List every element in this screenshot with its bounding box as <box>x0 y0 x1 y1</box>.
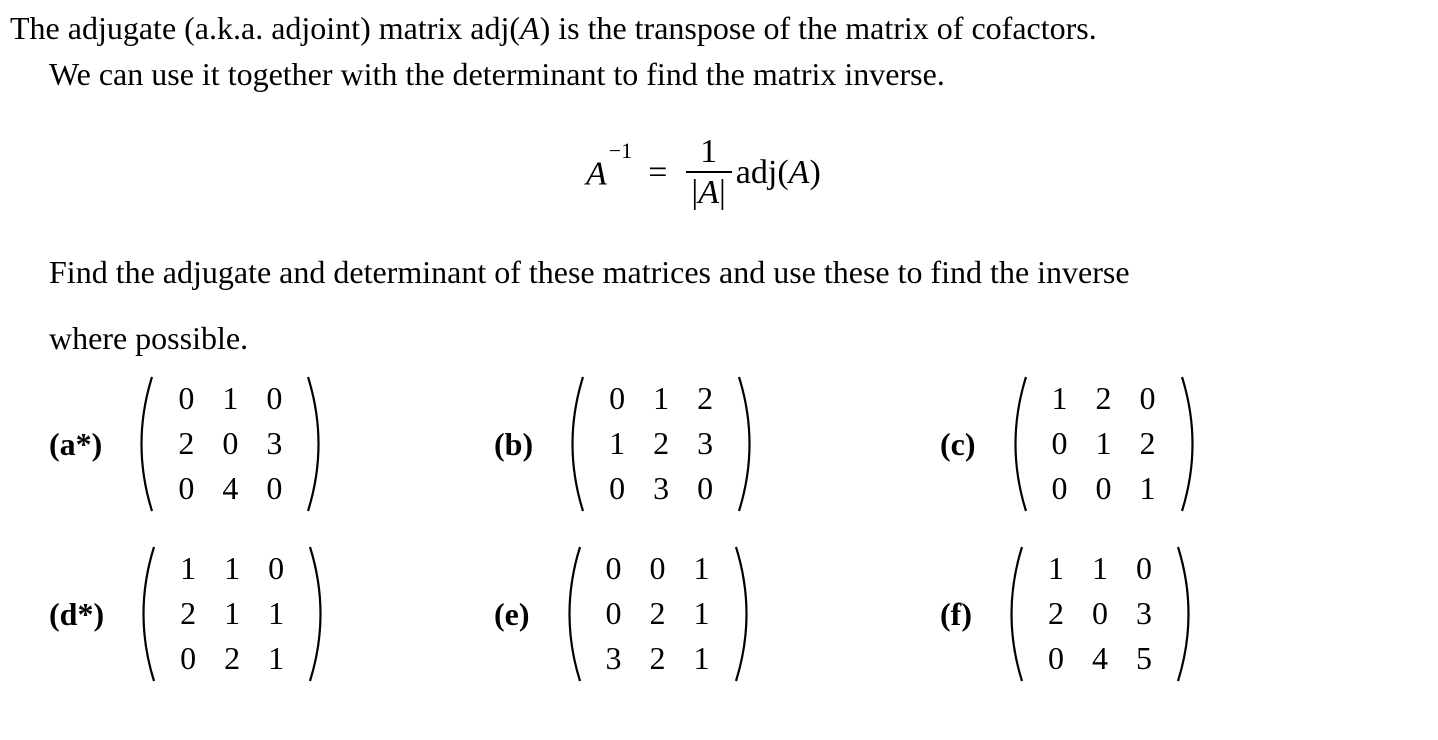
matrix-entry: 0 <box>605 595 622 631</box>
formula-lhs-exponent: −1 <box>608 138 633 164</box>
problem-label: (f) <box>940 595 972 632</box>
matrix-problem <box>940 544 1200 684</box>
matrix-entry: 3 <box>653 470 670 506</box>
formula-lhs <box>586 138 633 193</box>
formula-lhs-variable: A <box>586 155 607 193</box>
matrix-entry: 3 <box>605 640 622 676</box>
task-text-line-1: Find the adjugate and determinant of these matrices and use these to find the inverse <box>49 254 1130 290</box>
matrix-entry: 1 <box>224 595 241 631</box>
matrix-variable: A <box>520 10 540 46</box>
matrix-entry: 5 <box>1135 640 1152 676</box>
matrix-entry: 0 <box>609 470 626 506</box>
matrix-entry: 0 <box>1091 595 1108 631</box>
formula-rhs-variable: A <box>788 154 810 191</box>
matrix-entry: 4 <box>1091 640 1108 676</box>
matrix-problem <box>49 374 330 514</box>
matrix-problem <box>49 544 332 684</box>
matrix-entry: 0 <box>697 470 714 506</box>
matrix-entry: 2 <box>1139 425 1156 461</box>
matrix-entry: 1 <box>1047 550 1064 586</box>
matrix-problem <box>940 374 1204 514</box>
formula-equals-sign: = <box>648 154 668 191</box>
matrix-entry: 1 <box>609 425 626 461</box>
matrix-entry: 0 <box>178 470 195 506</box>
matrix-entry: 0 <box>1135 550 1152 586</box>
matrix-entry: 0 <box>180 640 197 676</box>
matrix-entry: 1 <box>1139 470 1156 506</box>
matrix-entry: 2 <box>1047 595 1064 631</box>
matrix-entry: 1 <box>693 640 710 676</box>
left-parenthesis <box>1004 374 1028 514</box>
matrix-entry: 0 <box>1139 380 1156 416</box>
intro-text-part-2: ) is the transpose of the matrix of cofactors. <box>539 10 1097 46</box>
matrix-entries <box>592 546 724 681</box>
matrix <box>1004 374 1204 514</box>
matrix-entry: 2 <box>224 640 241 676</box>
matrix-entry: 2 <box>649 640 666 676</box>
formula-fraction <box>685 133 731 213</box>
matrix-entries <box>164 376 296 511</box>
matrix-entry: 2 <box>649 595 666 631</box>
matrix-entry: 1 <box>222 380 239 416</box>
matrix-entry: 3 <box>266 425 283 461</box>
matrix-entry: 2 <box>697 380 714 416</box>
left-parenthesis <box>561 374 585 514</box>
matrix-entry: 2 <box>653 425 670 461</box>
matrix-entry: 2 <box>178 425 195 461</box>
matrix-problem <box>494 544 758 684</box>
matrix-entry: 0 <box>605 550 622 586</box>
intro-text-part-1: The adjugate (a.k.a. adjoint) matrix adj( <box>10 10 521 46</box>
inverse-formula <box>586 128 821 218</box>
formula-rhs-close: ) <box>809 154 821 191</box>
matrix-entry: 1 <box>224 550 241 586</box>
problem-label: (d*) <box>49 595 105 632</box>
matrix-entry: 2 <box>180 595 197 631</box>
matrix-entry: 1 <box>653 380 670 416</box>
left-parenthesis <box>130 374 154 514</box>
right-parenthesis <box>306 374 330 514</box>
matrix-entry: 0 <box>222 425 239 461</box>
matrix-entry: 4 <box>222 470 239 506</box>
matrix <box>561 374 761 514</box>
matrix-entry: 0 <box>1047 640 1064 676</box>
matrix <box>130 374 330 514</box>
matrix-entry: 0 <box>268 550 285 586</box>
right-parenthesis <box>308 544 332 684</box>
det-variable: A <box>698 174 719 211</box>
intro-text-line-1 <box>10 8 1097 48</box>
det-bar-right: | <box>718 174 726 211</box>
formula-rhs <box>736 154 821 192</box>
matrix <box>558 544 758 684</box>
right-parenthesis <box>1176 544 1200 684</box>
matrix-entry: 1 <box>268 595 285 631</box>
matrix-entry: 3 <box>1135 595 1152 631</box>
right-parenthesis <box>734 544 758 684</box>
matrix-entry: 0 <box>1051 470 1068 506</box>
matrix-entry: 0 <box>1095 470 1112 506</box>
problem-label: (a*) <box>49 425 103 462</box>
left-parenthesis <box>558 544 582 684</box>
matrix-entry: 0 <box>178 380 195 416</box>
matrix-entry: 2 <box>1095 380 1112 416</box>
problem-label: (c) <box>940 425 976 462</box>
matrix-entry: 0 <box>266 380 283 416</box>
matrix-entry: 3 <box>697 425 714 461</box>
task-text-line-2: where possible. <box>49 320 249 356</box>
matrix-entries <box>1038 376 1170 511</box>
matrix-entries <box>166 546 298 681</box>
matrix-entry: 0 <box>1051 425 1068 461</box>
left-parenthesis <box>1000 544 1024 684</box>
matrix-entry: 1 <box>693 550 710 586</box>
matrix-entry: 0 <box>609 380 626 416</box>
right-parenthesis <box>1180 374 1204 514</box>
fraction-denominator <box>685 173 731 213</box>
problem-label: (e) <box>494 595 530 632</box>
matrix-entries <box>1034 546 1166 681</box>
matrix-entry: 0 <box>266 470 283 506</box>
matrix-entry: 1 <box>180 550 197 586</box>
formula-rhs-adj: adj( <box>735 154 789 191</box>
matrix-entry: 1 <box>1091 550 1108 586</box>
matrix <box>1000 544 1200 684</box>
fraction-numerator: 1 <box>700 133 718 170</box>
problem-label: (b) <box>494 425 534 462</box>
right-parenthesis <box>737 374 761 514</box>
matrix-entry: 1 <box>693 595 710 631</box>
det-bar-left: | <box>691 174 699 211</box>
matrix-entry: 1 <box>1051 380 1068 416</box>
matrix-entry: 1 <box>1095 425 1112 461</box>
matrix-entry: 1 <box>268 640 285 676</box>
matrix-problem <box>494 374 761 514</box>
matrix-entry: 0 <box>649 550 666 586</box>
matrix <box>132 544 332 684</box>
intro-text-line-2: We can use it together with the determinant to find the matrix inverse. <box>49 56 945 92</box>
left-parenthesis <box>132 544 156 684</box>
matrix-entries <box>595 376 727 511</box>
